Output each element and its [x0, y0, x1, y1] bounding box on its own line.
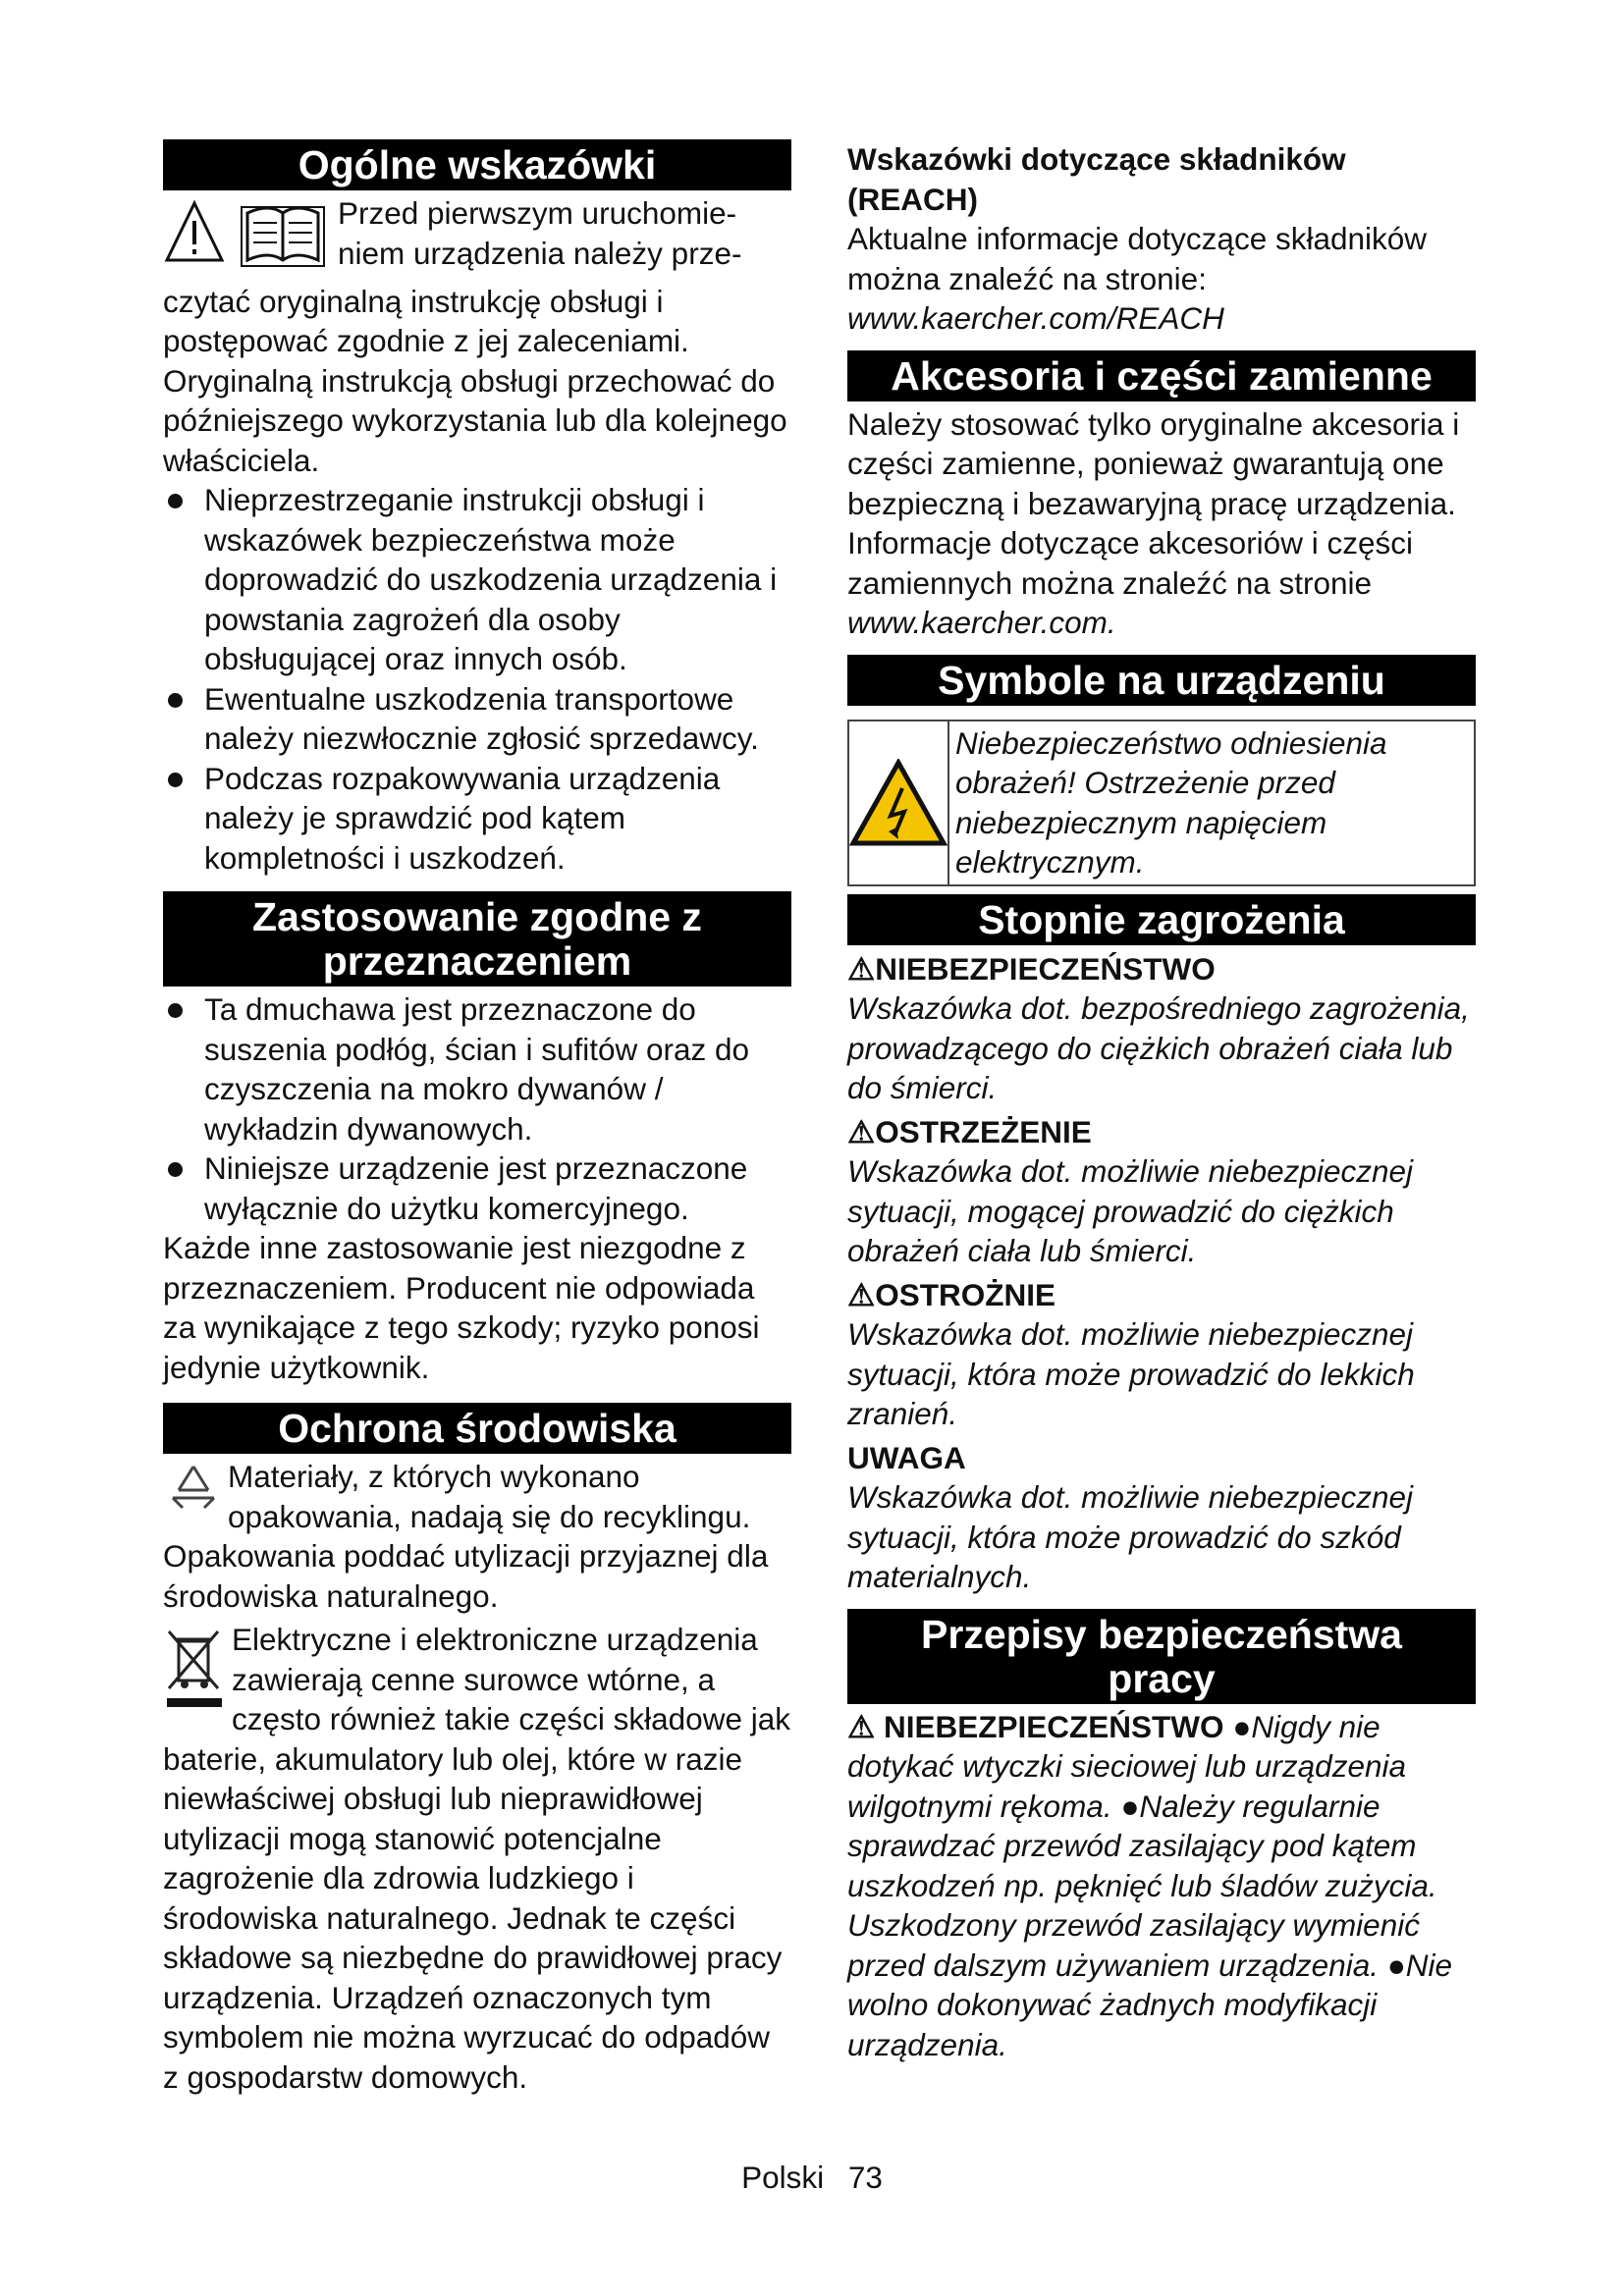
reach-url: www.kaercher.com/REACH [847, 300, 1224, 336]
level-danger-label: ⚠NIEBEZPIECZEŃSTWO [847, 950, 1216, 987]
level-caution-label: ⚠OSTROŻNIE [847, 1276, 1056, 1312]
acc-url: www.kaercher.com. [847, 605, 1116, 640]
high-voltage-warning-icon [849, 759, 947, 847]
reach-heading: Wskazówki dotyczące składników (REACH) [847, 141, 1346, 217]
general-intro-line-1: Przed pierwszym uruchomie- [338, 195, 737, 231]
page-footer [0, 2160, 1624, 2196]
right-column [847, 139, 1476, 2064]
general-intro-row [163, 193, 791, 282]
level-notice-text: Wskazówka dot. możliwie niebezpiecznej sytuacji, która może prowadzić do szkód materialnych. [847, 1479, 1413, 1594]
safety-text: ⚠ NIEBEZPIECZEŃSTWO ●Nigdy nie dotykać wtyczki sieciowej lub urządzenia wilgotnymi rękoma. ●Należy regularnie sprawdzać przewód zasilający pod kątem uszkodzeń np. pęknięć lub śladów zużycia. Uszkodzony przewód zasilający wymienić przed dalszym używaniem urządzenia. ●Nie wolno dokonywać żadnych modyfikacji urządzenia. [847, 1708, 1453, 2062]
general-bullet-3: Podczas rozpakowywania urządzenia należy je sprawdzić pod kątem kompletności i uszkodzeń. [163, 759, 791, 879]
heading-general: Ogólne wskazówki [163, 139, 791, 190]
safety-item-1: Nigdy nie dotykać wtyczki sieciowej lub urządzenia wilgotnymi rękoma. [847, 1708, 1406, 1824]
level-notice-label: UWAGA [847, 1439, 966, 1475]
env-text-2 [163, 1620, 791, 2097]
symbol-description: Niebezpieczeństwo odniesienia obrażeń! Ostrzeżenie przed niebezpiecznym napięciem elektrycznym. [955, 724, 1387, 880]
general-bullet-2: Ewentualne uszkodzenia transportowe należy niezwłocznie zgłosić sprzedawcy. [163, 679, 791, 759]
warning-triangle-icon [167, 203, 222, 260]
general-bullet-1: Nieprzestrzeganie instrukcji obsługi i wskazówek bezpieczeństwa może doprowadzić do uszkodzenia urządzenia i powstania zagrożeń dla osoby obsługującej oraz innych osób. [163, 480, 791, 679]
warning-book-icons [163, 193, 338, 282]
left-column [163, 139, 791, 2097]
manual-book-icon [242, 207, 324, 266]
env-text-2-content: Elektryczne i elektroniczne urządzenia zawierają cenne surowce wtórne, a często również takie części składowe jak baterie, akumulatory lub olej, które w razie niewłaściwej obsługi lub nieprawidłowej utylizacji mogą stanowić potencjalne zagrożenie dla zdrowia ludzkiego i środowiska naturalnego. Jednak te części składowe są niezbędne do prawidłowej pracy urządzenia. Urządzeń oznaczonych tym symbolem nie można wyrzucać do odpadów z gospodarstw domowych. [163, 1622, 790, 2095]
recycling-icon [163, 1461, 224, 1514]
heading-intended-use: Zastosowanie zgodne z przeznaczeniem [163, 891, 791, 987]
heading-accessories: Akcesoria i części zamienne [847, 350, 1476, 401]
general-intro-line-2: niem urządzenia należy prze- [338, 235, 742, 271]
heading-environment: Ochrona środowiska [163, 1403, 791, 1454]
symbol-table [847, 720, 1476, 886]
use-text: Każde inne zastosowanie jest niezgodne z przeznaczeniem. Producent nie odpowiada za wynikające z tego szkody; ryzyko ponosi jedynie użytkownik. [163, 1230, 760, 1385]
env-text-1 [163, 1457, 791, 1616]
level-warning-label: ⚠OSTRZEŻENIE [847, 1113, 1092, 1149]
footer-language: Polski [741, 2160, 825, 2195]
page-number: 73 [847, 2160, 883, 2195]
acc-text-2: Informacje dotyczące akcesoriów i części zamiennych można znaleźć na stronie [847, 525, 1413, 601]
env-text-1-content: Materiały, z których wykonano opakowania, nadają się do recyklingu. Opakowania poddać utylizacji przyjaznej dla środowiska naturalnego. [163, 1459, 769, 1614]
safety-label: ⚠ NIEBEZPIECZEŃSTWO [847, 1708, 1224, 1744]
general-intro-text: czytać oryginalną instrukcję obsługi i postępować zgodnie z jej zaleceniami. Oryginalną instrukcją obsługi przechować do późniejszego wykorzystania lub dla kolejnego właściciela. [163, 283, 787, 478]
use-bullet-1: Ta dmuchawa jest przeznaczone do suszenia podłóg, ścian i sufitów oraz do czyszczenia na mokro dywanów / wykładzin dywanowych. [163, 989, 791, 1148]
reach-text [847, 219, 1476, 339]
level-danger-text: Wskazówka dot. bezpośredniego zagrożenia, prowadzącego do ciężkich obrażeń ciała lub do śmierci. [847, 990, 1470, 1105]
safety-item-3: Nie wolno dokonywać żadnych modyfikacji urządzenia. [847, 1947, 1453, 2062]
heading-hazard-levels: Stopnie zagrożenia [847, 894, 1476, 945]
use-bullet-2: Niniejsze urządzenie jest przeznaczone wyłącznie do użytku komercyjnego. [163, 1148, 791, 1228]
safety-item-2: Należy regularnie sprawdzać przewód zasilający pod kątem uszkodzeń np. pęknięć lub śladów zużycia. Uszkodzony przewód zasilający wymienić przed dalszym używaniem urządzenia. [847, 1788, 1437, 1983]
crossed-bin-icon [163, 1624, 226, 1712]
level-caution-text: Wskazówka dot. możliwie niebezpiecznej sytuacji, która może prowadzić do lekkich zranień. [847, 1316, 1415, 1431]
heading-symbols: Symbole na urządzeniu [847, 655, 1476, 706]
reach-text-content: Aktualne informacje dotyczące składników można znaleźć na stronie: [847, 221, 1428, 296]
level-warning-text: Wskazówka dot. możliwie niebezpiecznej sytuacji, mogącej prowadzić do ciężkich obrażeń ciała lub śmierci. [847, 1153, 1413, 1268]
heading-safety: Przepisy bezpieczeństwa pracy [847, 1609, 1476, 1704]
acc-text-1: Należy stosować tylko oryginalne akcesoria i części zamienne, ponieważ gwarantują one bezpieczną i bezawaryjną pracę urządzenia. [847, 405, 1460, 521]
symbol-cell [849, 721, 949, 884]
